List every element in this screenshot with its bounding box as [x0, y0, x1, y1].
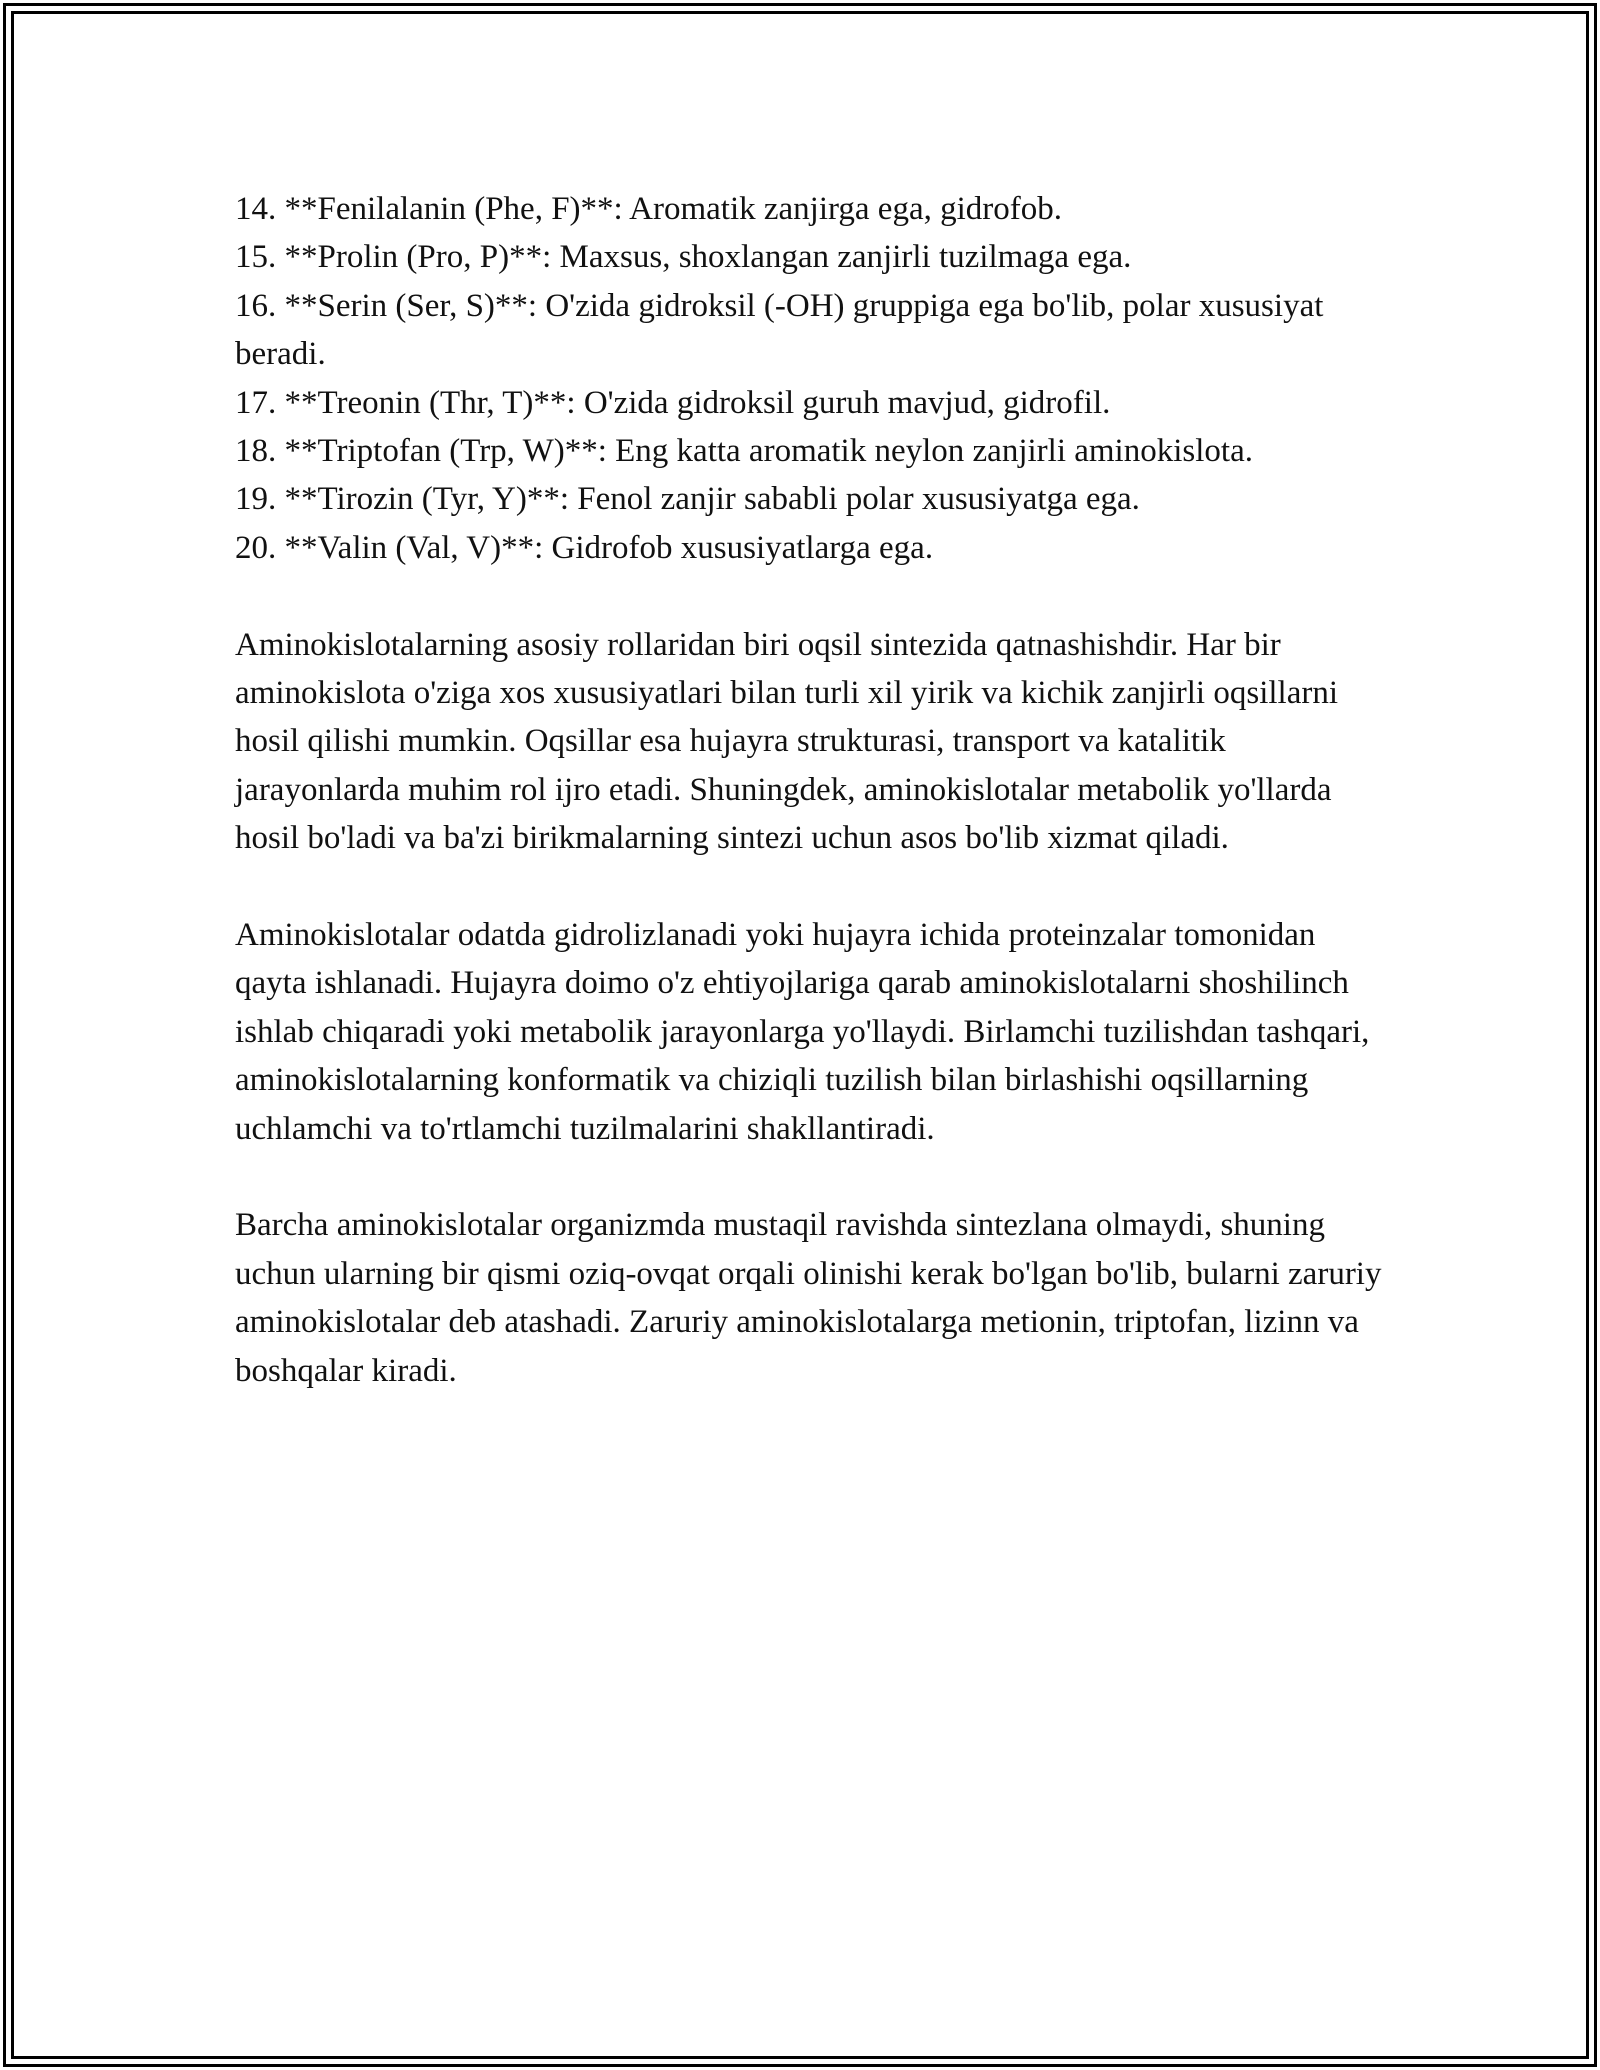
list-item: 15. **Prolin (Pro, P)**: Maxsus, shoxlangan zanjirli tuzilmaga ega.: [235, 239, 1132, 276]
list-item: 18. **Triptofan (Trp, W)**: Eng katta aromatik neylon zanjirli aminokislota.: [235, 433, 1253, 470]
paragraph-protein-synthesis: Aminokislotalarning asosiy rollaridan biri oqsil sintezida qatnashishdir. Har bir aminokislota o'ziga xos xususiyatlari bilan turli xil yirik va kichik zanjirli oqsillarni hosil qilishi mumkin. Oqsillar esa hujayra strukturasi, transport va katalitik jarayonlarda muhim rol ijro etadi. Shuningdek, aminokislotalar metabolik yo'llarda hosil bo'ladi va ba'zi birikmalarning sintezi uchun asos bo'lib xizmat qiladi.: [235, 626, 1339, 857]
amino-acid-list: [235, 185, 1385, 572]
document-body: [235, 185, 1385, 1395]
paragraph-essential-amino-acids: Barcha aminokislotalar organizmda mustaqil ravishda sintezlana olmaydi, shuning uchun ularning bir qismi oziq-ovqat orqali olinishi kerak bo'lgan bo'lib, bularni zaruriy aminokislotalar deb atashadi. Zaruriy aminokislotalarga metionin, triptofan, lizinn va boshqalar kiradi.: [235, 1207, 1382, 1389]
list-item: 16. **Serin (Ser, S)**: O'zida gidroksil (-OH) gruppiga ega bo'lib, polar xususiyat beradi.: [235, 287, 1324, 373]
list-item: 20. **Valin (Val, V)**: Gidrofob xususiyatlarga ega.: [235, 529, 934, 566]
paragraph-hydrolysis: Aminokislotalar odatda gidrolizlanadi yoki hujayra ichida proteinzalar tomonidan qayta ishlanadi. Hujayra doimo o'z ehtiyojlariga qarab aminokislotalarni shoshilinch ishlab chiqaradi yoki metabolik jarayonlarga yo'llaydi. Birlamchi tuzilishdan tashqari, aminokislotalarning konformatik va chiziqli tuzilish bilan birlashishi oqsillarning uchlamchi va to'rtlamchi tuzilmalarini shakllantiradi.: [235, 917, 1370, 1147]
list-item: 17. **Treonin (Thr, T)**: O'zida gidroksil guruh mavjud, gidrofil.: [235, 384, 1111, 421]
list-item: 19. **Tirozin (Tyr, Y)**: Fenol zanjir sababli polar xususiyatga ega.: [235, 481, 1140, 518]
list-item: 14. **Fenilalanin (Phe, F)**: Aromatik zanjirga ega, gidrofob.: [235, 191, 1062, 227]
